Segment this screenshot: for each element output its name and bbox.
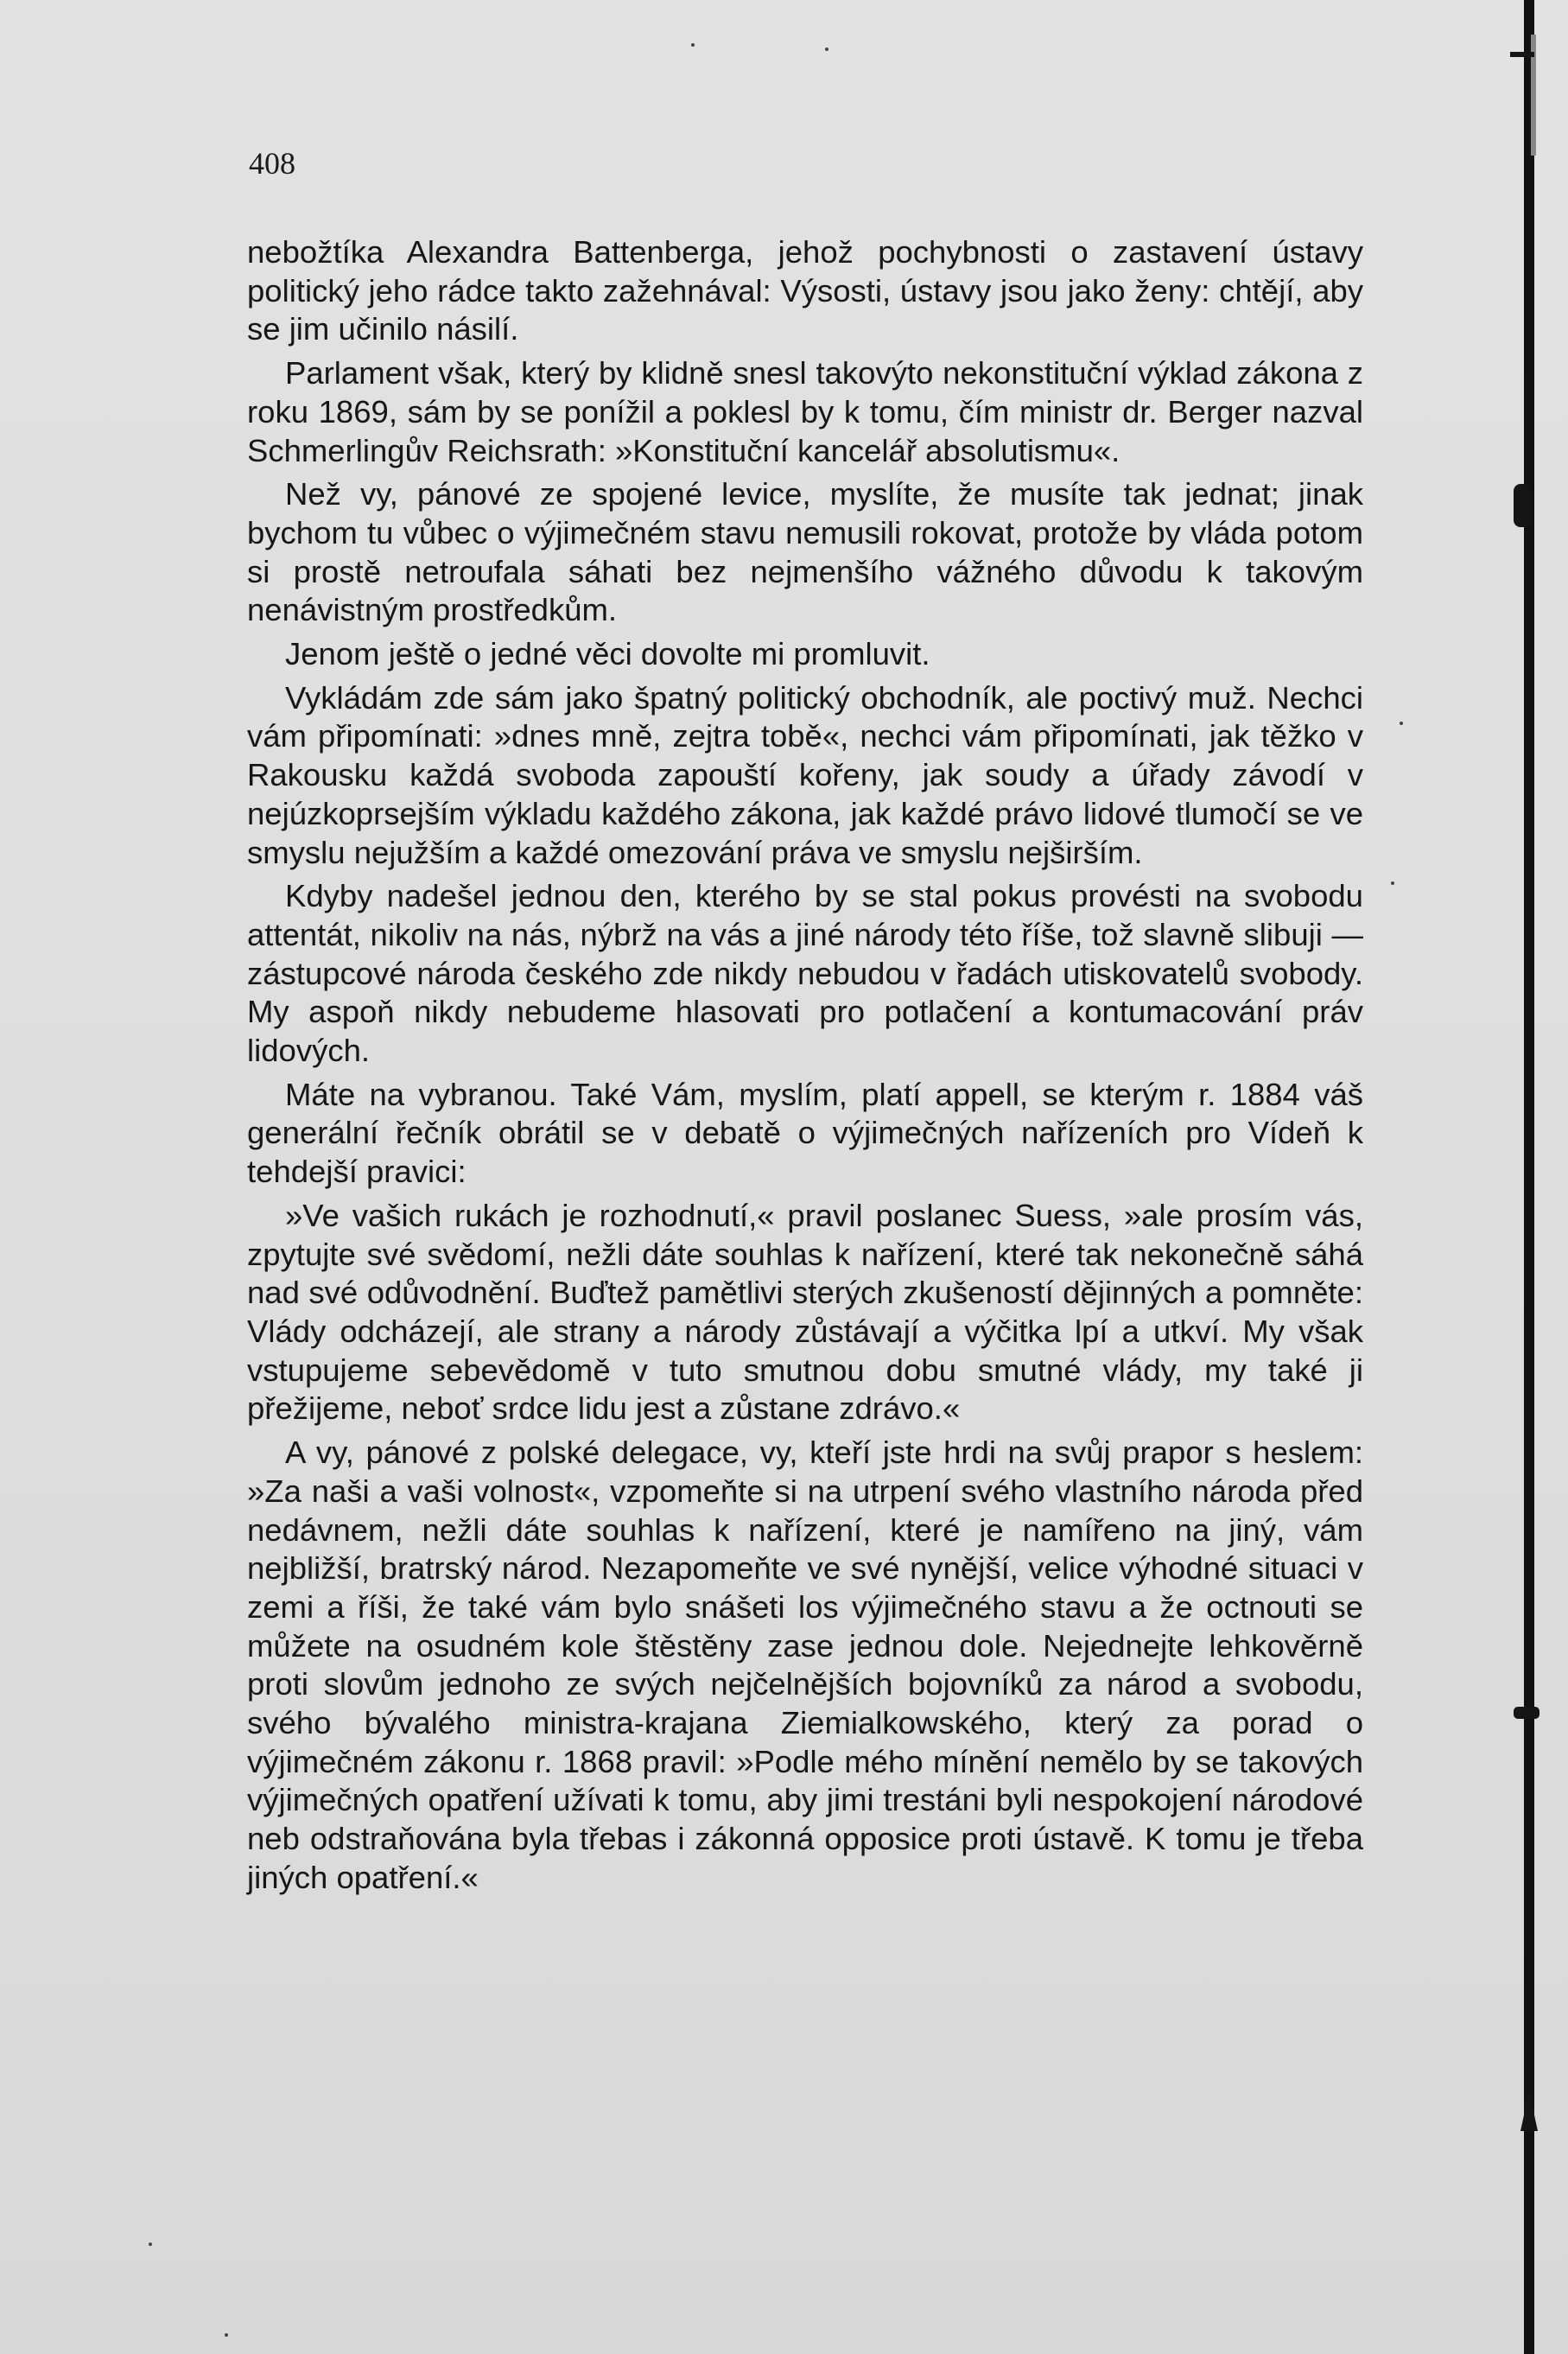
edge-mark-top [1510, 52, 1534, 57]
edge-mark-middle [1514, 1707, 1539, 1719]
paragraph: Parlament však, který by klidně snesl takovýto nekonstituční výklad zákona z roku 1869, sám by se ponížil a poklesl by k tomu, čím ministr dr. Berger nazval Schmerlingův Reichsrath: »Konstituční kancelář absolutismu«. [247, 355, 1363, 468]
paragraph: Máte na vybranou. Také Vám, myslím, platí appell, se kterým r. 1884 váš generální řečník obrátil se v debatě o výjimečných nařízeních pro Vídeň k tehdejší pravici: [247, 1076, 1363, 1190]
paragraph: Kdyby nadešel jednou den, kterého by se stal pokus provésti na svobodu attentát, nikoliv na nás, nýbrž na vás a jiné národy této říše, tož slavně slibuji — zástupcové národa českého zde nikdy nebudou v řadách utiskovatelů svobody. My aspoň nikdy nebudeme hlasovati pro potlačení a kontumacování práv lidových. [247, 878, 1363, 1069]
page-text [247, 233, 1363, 1903]
page-number: 408 [249, 146, 295, 181]
scan-speck [1400, 722, 1403, 725]
scan-speck [149, 2243, 152, 2246]
paragraph: »Ve vašich rukách je rozhodnutí,« pravil poslanec Suess, »ale prosím vás, zpytujte své svědomí, nežli dáte souhlas k nařízení, které tak nekonečně sáhá nad své odůvodnění. Buďtež pamětlivi sterých zkušeností dějinných a pomněte: Vlády odcházejí, ale strany a národy zůstávají a výčitka lpí a utkví. My však vstupujeme sebevědomě v tuto smutnou dobu smutné vlády, my také ji přežijeme, neboť srdce lidu jest a zůstane zdrávo.« [247, 1197, 1363, 1427]
scan-speck [825, 48, 828, 51]
edge-arrow-icon [1520, 2091, 1538, 2131]
paragraph: Jenom ještě o jedné věci dovolte mi promluvit. [285, 636, 930, 672]
paragraph: nebožtíka Alexandra Battenberga, jehož pochybnosti o zastavení ústavy politický jeho rádce takto zažehnával: Výsosti, ústavy jsou jako ženy: chtějí, aby se jim učinilo násilí. [247, 234, 1363, 347]
scan-speck [1391, 881, 1394, 885]
paragraph: A vy, pánové z polské delegace, vy, kteří jste hrdi na svůj prapor s heslem: »Za naši a vaši volnost«, vzpomeňte si na utrpení svého vlastního národa před nedávnem, nežli dáte souhlas k nařízení, které je namířeno na jiný, vám nejbližší, bratrský národ. Nezapomeňte ve své nynější, velice výhodné situaci v zemi a říši, že také vám bylo snášeti los výjimečného stavu a že octnouti se můžete na osudném kole štěstěny zase jednou dole. Nejednejte lehkověrně proti slovům jednoho ze svých nejčelnějších bojovníků za národ a svobodu, svého bývalého ministra-krajana Ziemialkowského, který za porad o výjimečném zákonu r. 1868 pravil: »Podle mého mínění nemělo by se takových výjimečných opatření užívati k tomu, aby jimi trestáni byli nespokojení národové neb odstraňována byla třebas i zákonná opposice proti ústavě. K tomu je třeba jiných opatření.« [247, 1435, 1363, 1895]
paragraph: Než vy, pánové ze spojené levice, myslíte, že musíte tak jednat; jinak bychom tu vůbec o výjimečném stavu nemusili rokovat, protože by vláda potom si prostě netroufala sáhati bez nejmenšího vážného důvodu k takovým nenávistným prostředkům. [247, 476, 1363, 628]
scan-speck [691, 43, 695, 47]
binding-edge [1524, 0, 1534, 2354]
paragraph: Vykládám zde sám jako špatný politický obchodník, ale poctivý muž. Nechci vám připomínati: »dnes mně, zejtra tobě«, nechci vám připomínati, jak těžko v Rakousku každá svoboda zapouští kořeny, jak soudy a úřady závodí v nejúzkoprsejším výkladu každého zákona, jak každé právo lidové tlumočí se ve smyslu nejužším a každé omezování práva ve smyslu nejširším. [247, 679, 1363, 870]
edge-mark-upper [1514, 484, 1531, 527]
scan-speck [225, 2333, 228, 2337]
